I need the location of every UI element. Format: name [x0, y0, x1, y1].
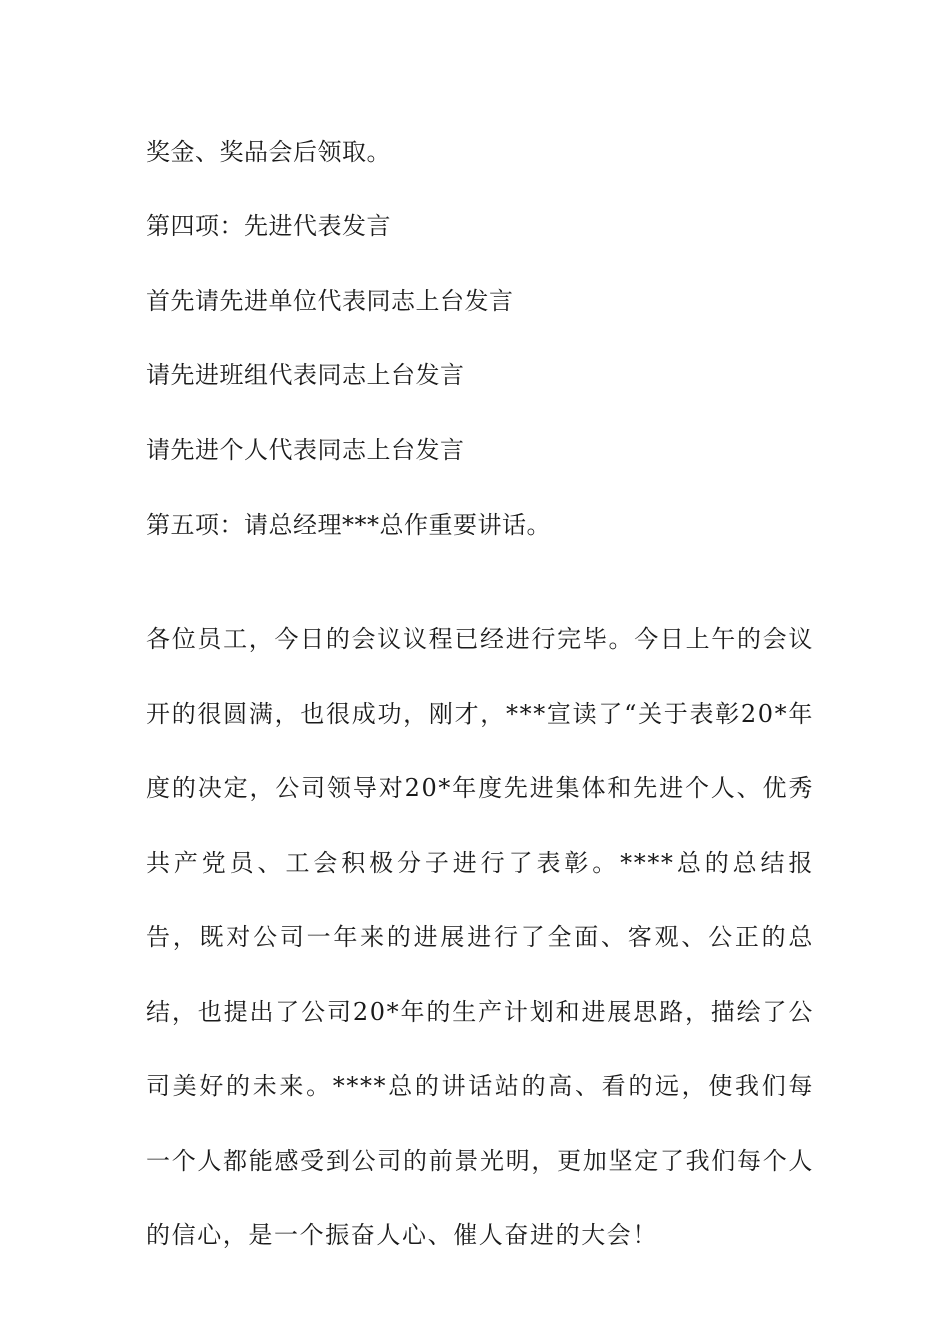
heading-item-five: 第五项：请总经理***总作重要讲话。 [146, 511, 551, 539]
text-line-unit-representative: 首先请先进单位代表同志上台发言 [146, 287, 514, 315]
heading-item-four: 第四项：先进代表发言 [146, 212, 391, 240]
text-line-individual-representative: 请先进个人代表同志上台发言 [146, 436, 465, 464]
text-line-team-representative: 请先进班组代表同志上台发言 [146, 361, 465, 389]
text-line-prize-collection: 奖金、奖品会后领取。 [146, 138, 391, 166]
closing-paragraph: 各位员工，今日的会议议程已经进行完毕。今日上午的会议开的很圆满，也很成功，刚才，***宣读了“关于表彰20*年度的决定，公司领导对20*年度先进集体和先进个人、优秀共产党员、工会积极分子进行了表彰。****总的总结报告，既对公司一年来的进展进行了全面、客观、公正的总结，也提出了公司20*年的生产计划和进展思路，描绘了公司美好的未来。****总的讲话站的高、看的远，使我们每一个人都能感受到公司的前景光明，更加坚定了我们每个人的信心，是一个振奋人心、催人奋进的大会！ [146, 625, 814, 1249]
